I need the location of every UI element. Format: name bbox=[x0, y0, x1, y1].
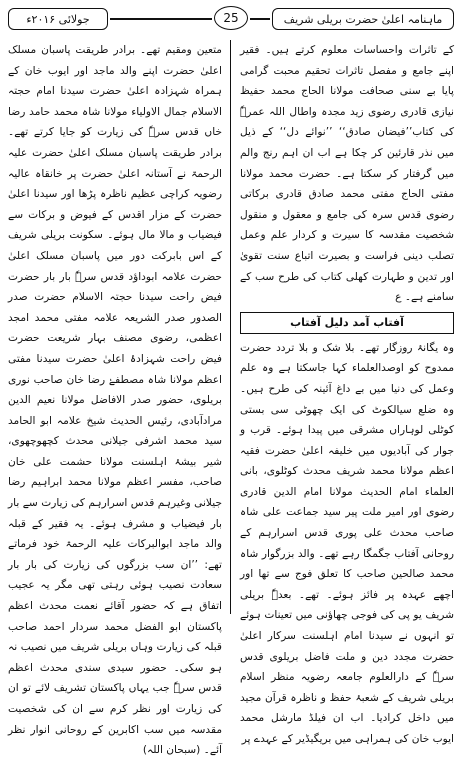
left-paragraph-1: متعین ومقیم تھے۔ برادر طریقت پاسبان مسلک اعلیٰ حضرت اپنے والد ماجد اور ایوب خان کے ہمراہ شہزادہ اعلیٰ حضرت سیدنا امام حجتہ الاسلام جمال الاولیاء مولانا شاہ محمد حامد رضا خاں قدس سرہٗ کی زیارت کو جایا کرتے تھے۔ برادر طریقت پاسبان مسلک اعلیٰ حضرت علیہ الرحمۃ نے آستانہ اعلیٰ حضرت پر خانقاہ عالیہ رضویہ کراچی عظیم ناظرہ پڑھا اور سیدنا اعلیٰ حضرت کے مزار اقدس کے فیوض و برکات سے فیضیاب و مالا مال ہوئے۔ سکونت بریلی شریف کے اس بابرکت دور میں پاسبان مسلک اعلیٰ حضرت علامہ ابوداؤد قدس سرہٗ بار بار حضرت فیض راحت سیدنا حجتہ الاسلام حضرت صدر الصدور صدر الشریعہ علامہ مفتی محمد امجد اعظمی، رضوی مصنف بہار شریعت حضرت فیض راحت شہزادۂ اعلیٰ حضرت سیدنا مفتی اعظم مولانا شاہ مصطفےٰ رضا خان صاحب نوری بریلوی، حضور صدر الافاضل مولانا نعیم الدین مرادآبادی، رئیس الحدیث شیخ علامہ ابو الحامد سید محمد اشرفی جیلانی محدث کچھوچھوی، شیر بیشۂ اہلسنت مولانا حشمت علی خان صاحب، مفسر اعظم مولانا محمد ابراہیم رضا جیلانی وغیرہم قدس اسرارہم کی زیارت سے بار بار فیضیاب و مشرف ہوئے۔ یہ فقیر کے قبلہ والد ماجد ابوالبرکات علیہ الرحمۃ خود فرماتے تھے: ’’ان سب بزرگوں کی زیارت کی بار بار سعادت نصیب ہوئی رہتی تھی مگر یہ عجیب اتفاق ہے کہ حضور آقائے نعمت محدث اعظم پاکستان ابو الفضل محمد سردار احمد صاحب قبلہ کی زیارت وہاں بریلی شریف میں نصیب نہ ہو سکی۔ حضور سیدی سندی محدث اعظم قدس سرہٗ جب یہاں پاکستان تشریف لائے تو ان کی زیارت اور نظر کرم سے ان کی شخصیت مقدسہ میں سب اکابرین کے روحانی انوار نظر آئے۔ (سبحان اللہ) bbox=[8, 44, 222, 757]
page-header bbox=[8, 6, 454, 34]
right-column bbox=[240, 40, 454, 745]
section-title: آفتاب آمد دلیل آفتاب bbox=[240, 312, 454, 334]
right-paragraph-1: کے تاثرات واحساسات معلوم کرتے ہیں۔ فقیر اپنے جامع و مفصل تاثرات تحقیم محبت گرامی پایا بے سنی صحافت مولانا الحاج محمد حفیظ نیازی قادری رضوی زید مجدہ واطال اللہ عمرہٗ کی کتاب’’فیضان صادق‘‘ ’’نوائے دل‘‘ کے ذیل میں نذر قارئین کر چکا ہے اب ان اہم رنج والم میں گرفتار کر سکتا ہے۔ حضرت محمد مولانا مفتی الحاج مفتی محمد صادق قادری برکاتی رضوی قدس سرہ کی جامع و معقول و منقول شخصیت مقدسہ کا سیرت و کردار علم وعمل تصلب دینی فراست و بصیرت اتباع سنت تقویٰ اور تدین و طہارت کھلی کتاب کی طرح سب کے سامنے ہے۔ ع bbox=[240, 44, 454, 304]
right-paragraph-2: وہ یگانۂ روزگار تھے۔ بلا شک و بلا تردد حضرت ممدوح کو اوصدالعلماء کہا جاسکتا ہے وہ علم وعمل کی دنیا میں بے داغ آئینہ کی طرح ہیں۔ وہ ضلع سیالکوٹ کی ایک چھوٹی سی بستی کوٹلی لوہاراں مشرقی میں پیدا ہوئے۔ قرب و جوار کی آبادیوں میں خلیفہ اعلیٰ حضرت فقیہ اعظم مولانا محمد شریف محدث کوٹلوی، بانی العلماء امام الحدیث مولانا امام الدین قادری رضوی اور امیر ملت پیر سید جماعت علی شاہ صاحب محدث علی پوری قدس اسرارہم کے روحانی آفتاب جگمگا رہے تھے۔ والد بزرگوار شاہ محمد صالحین صاحب کا تعلق فوج سے تھا اور اچھے عہدہ پر فائز ہوئے۔ تھے۔ بعدہٗ بریلی شریف یو پی کی فوجی چھاؤنی میں تعینات ہوئے تو انہوں نے سیدنا امام اہلسنت سرکار اعلیٰ حضرت مجدد دین و ملت فاضل بریلوی قدس سرہٗ کے دارالعلوم جامعہ رضویہ منظر اسلام بریلی شریف کے شعبۂ حفظ و ناظرہ قرآن مجید میں داخل کرادیا۔ اب ان فیلڈ مارشل محمد ایوب خان کی ہمراہی میں بریگیڈیر کے عہدے پر bbox=[240, 341, 454, 745]
issue-date: جولائی ۲۰۱۶ء bbox=[8, 8, 108, 30]
column-divider bbox=[230, 40, 231, 614]
header-rule-left bbox=[110, 18, 212, 20]
left-column bbox=[8, 40, 222, 757]
magazine-page bbox=[8, 6, 454, 757]
page-number: 25 bbox=[214, 6, 248, 30]
header-rule-right bbox=[250, 18, 270, 20]
magazine-title: ماہنامہ اعلیٰ حضرت بریلی شریف bbox=[272, 8, 454, 30]
